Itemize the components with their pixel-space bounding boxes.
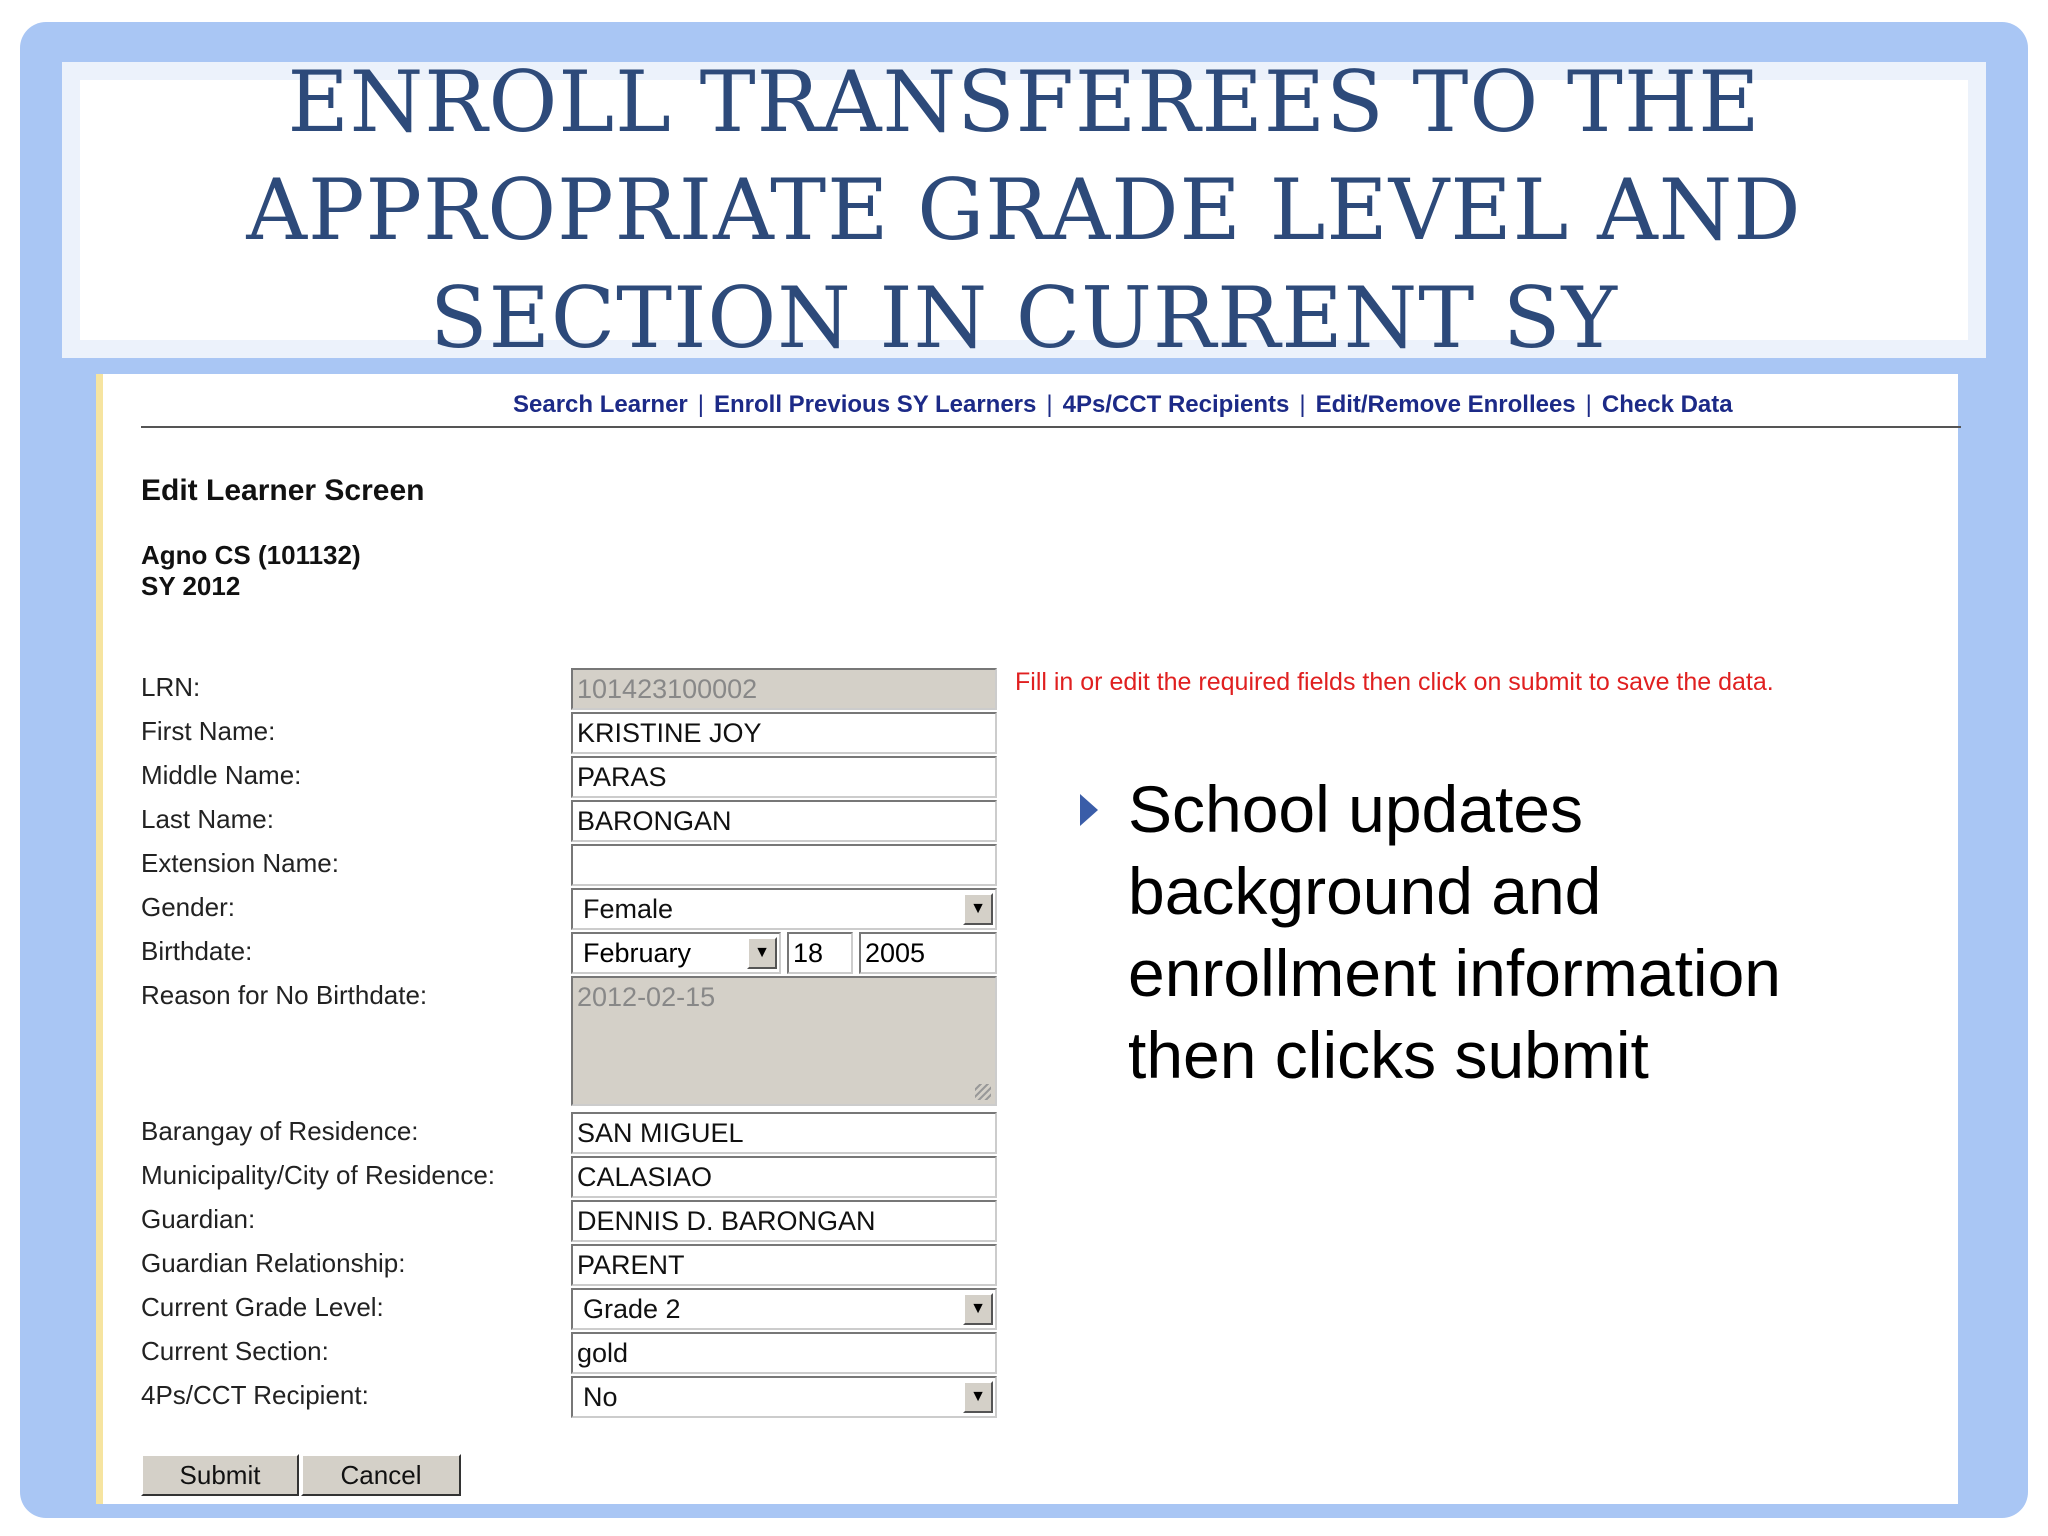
- row-section: [141, 1332, 1021, 1376]
- birth-year-field[interactable]: 2005: [859, 932, 997, 974]
- top-nav: [513, 388, 1733, 422]
- municipality-label: Municipality/City of Residence:: [141, 1160, 496, 1190]
- nav-separator: |: [1299, 391, 1306, 418]
- instruction-text: Fill in or edit the required fields then click on submit to save the data.: [1015, 668, 1774, 696]
- cct-recipient-value: No: [583, 1382, 618, 1412]
- nav-enroll-previous-sy[interactable]: Enroll Previous SY Learners: [714, 391, 1037, 418]
- chevron-down-icon[interactable]: ▼: [963, 1381, 993, 1413]
- guardian-relationship-field[interactable]: PARENT: [571, 1244, 997, 1286]
- school-year: SY 2012: [141, 571, 241, 601]
- last-name-field[interactable]: BARONGAN: [571, 800, 997, 842]
- first-name-field[interactable]: KRISTINE JOY: [571, 712, 997, 754]
- extension-name-field[interactable]: [571, 844, 997, 886]
- row-guardian-relationship: [141, 1244, 1021, 1288]
- submit-button[interactable]: Submit: [141, 1454, 299, 1496]
- row-gender: [141, 888, 1021, 932]
- nav-divider: [141, 426, 1961, 428]
- guardian-label: Guardian:: [141, 1204, 256, 1234]
- grade-level-label: Current Grade Level:: [141, 1292, 384, 1322]
- slide-title: [246, 48, 1801, 372]
- row-birthdate: [141, 932, 1021, 976]
- chevron-down-icon[interactable]: ▼: [963, 893, 993, 925]
- last-name-label: Last Name:: [141, 804, 274, 834]
- nav-4ps-cct-recipients[interactable]: 4Ps/CCT Recipients: [1062, 391, 1290, 418]
- nav-search-learner[interactable]: Search Learner: [513, 391, 688, 418]
- row-extension-name: [141, 844, 1021, 888]
- gender-label: Gender:: [141, 892, 235, 922]
- gender-select[interactable]: [571, 888, 997, 930]
- nav-separator: |: [1585, 391, 1592, 418]
- reason-no-birthdate-label: Reason for No Birthdate:: [141, 980, 428, 1010]
- nav-edit-remove-enrollees[interactable]: Edit/Remove Enrollees: [1315, 391, 1576, 418]
- barangay-field[interactable]: SAN MIGUEL: [571, 1112, 997, 1154]
- nav-separator: |: [697, 391, 704, 418]
- grade-level-select[interactable]: [571, 1288, 997, 1330]
- school-name: Agno CS (101132): [141, 540, 361, 570]
- chevron-down-icon[interactable]: ▼: [747, 937, 777, 969]
- slide-title-line-3: SECTION IN CURRENT SY: [430, 269, 1618, 367]
- middle-name-label: Middle Name:: [141, 760, 302, 790]
- barangay-label: Barangay of Residence:: [141, 1116, 419, 1146]
- guardian-relationship-label: Guardian Relationship:: [141, 1248, 406, 1278]
- birthdate-label: Birthdate:: [141, 936, 253, 966]
- lrn-label: LRN:: [141, 672, 201, 702]
- resize-grip-icon[interactable]: [975, 1084, 991, 1100]
- reason-no-birthdate-textarea: [571, 976, 997, 1106]
- school-info: [141, 540, 361, 602]
- slide-title-line-2: APPROPRIATE GRADE LEVEL AND: [246, 161, 1802, 259]
- screen-title: Edit Learner Screen: [141, 474, 425, 507]
- cct-recipient-select[interactable]: [571, 1376, 997, 1418]
- row-last-name: [141, 800, 1021, 844]
- birth-day-field[interactable]: 18: [787, 932, 853, 974]
- birth-month-value: February: [583, 938, 692, 968]
- cancel-button[interactable]: Cancel: [301, 1454, 461, 1496]
- row-barangay: [141, 1112, 1021, 1156]
- chevron-down-icon[interactable]: ▼: [963, 1293, 993, 1325]
- nav-separator: |: [1046, 391, 1053, 418]
- gender-value: Female: [583, 894, 674, 924]
- bullet-text: School updates background and enrollment information then clicks submit: [1128, 772, 1781, 1092]
- row-lrn: [141, 668, 1021, 712]
- triangle-right-icon: [1080, 794, 1098, 826]
- middle-name-field[interactable]: PARAS: [571, 756, 997, 798]
- grade-level-value: Grade 2: [583, 1294, 681, 1324]
- section-label: Current Section:: [141, 1336, 329, 1366]
- reason-no-birthdate-value: 2012-02-15: [577, 982, 716, 1012]
- row-guardian: [141, 1200, 1021, 1244]
- slide-title-line-1: ENROLL TRANSFEREES TO THE: [287, 53, 1761, 151]
- slide-title-box: [62, 53, 1986, 367]
- row-cct-recipient: [141, 1376, 1021, 1420]
- section-field[interactable]: gold: [571, 1332, 997, 1374]
- row-grade-level: [141, 1288, 1021, 1332]
- first-name-label: First Name:: [141, 716, 276, 746]
- bullet-point: [1080, 768, 1920, 1096]
- row-municipality: [141, 1156, 1021, 1200]
- row-first-name: [141, 712, 1021, 756]
- nav-check-data[interactable]: Check Data: [1601, 391, 1733, 418]
- cct-recipient-label: 4Ps/CCT Recipient:: [141, 1380, 369, 1410]
- extension-name-label: Extension Name:: [141, 848, 339, 878]
- guardian-field[interactable]: DENNIS D. BARONGAN: [571, 1200, 997, 1242]
- birth-month-select[interactable]: [571, 932, 781, 974]
- lrn-field: 101423100002: [571, 668, 997, 710]
- row-middle-name: [141, 756, 1021, 800]
- row-reason-no-birthdate: [141, 976, 1021, 1020]
- municipality-field[interactable]: CALASIAO: [571, 1156, 997, 1198]
